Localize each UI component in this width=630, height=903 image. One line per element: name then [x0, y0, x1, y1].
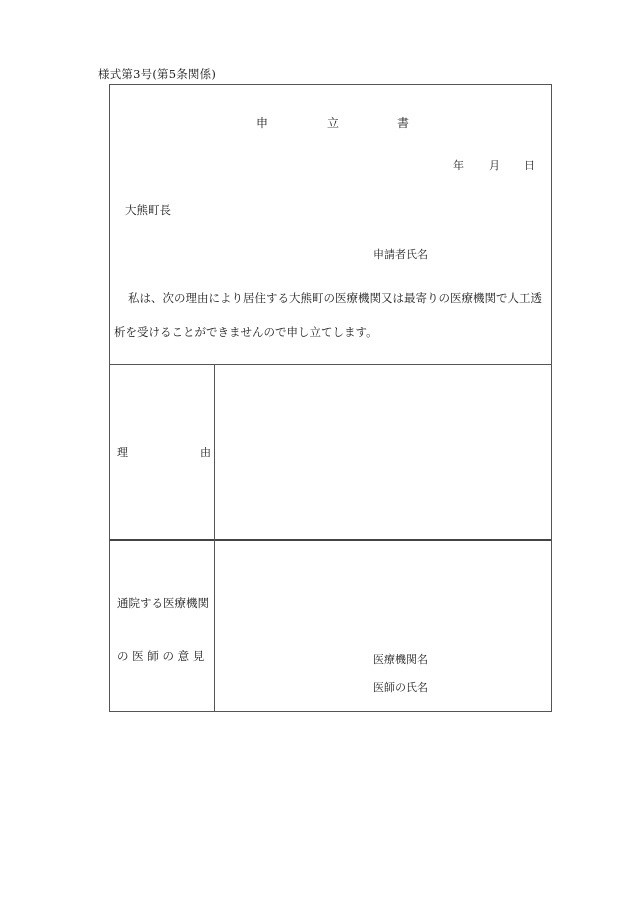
institution-name-label: 医療機関名 — [373, 653, 428, 666]
opinion-label-line2: の 医 師 の 意 見 — [117, 649, 205, 663]
divider-reason-top — [110, 364, 551, 365]
doctor-name-label: 医師の氏名 — [373, 681, 428, 694]
reason-label-left: 理 — [117, 446, 128, 459]
date-year-label: 年 — [453, 159, 464, 172]
opinion-label-line1: 通院する医療機関 — [117, 596, 209, 610]
statement-text: 私は、次の理由により居住する大熊町の医療機関又は最寄りの医療機関で人工透析を受けることができませんので申し立てします。 — [114, 291, 542, 339]
title-char-3: 書 — [397, 116, 410, 130]
addressee: 大熊町長 — [125, 203, 171, 217]
date-month-label: 月 — [489, 159, 500, 172]
title-char-2: 立 — [327, 116, 340, 130]
reason-label-right: 由 — [200, 446, 211, 459]
application-form — [109, 84, 552, 712]
reason-field[interactable] — [216, 366, 550, 537]
column-divider — [214, 364, 215, 712]
form-number-label: 様式第3号(第5条関係) — [98, 67, 217, 81]
divider-opinion-top — [110, 539, 551, 541]
applicant-name-label: 申請者氏名 — [373, 248, 428, 261]
date-day-label: 日 — [524, 159, 535, 172]
title-char-1: 申 — [256, 116, 269, 130]
